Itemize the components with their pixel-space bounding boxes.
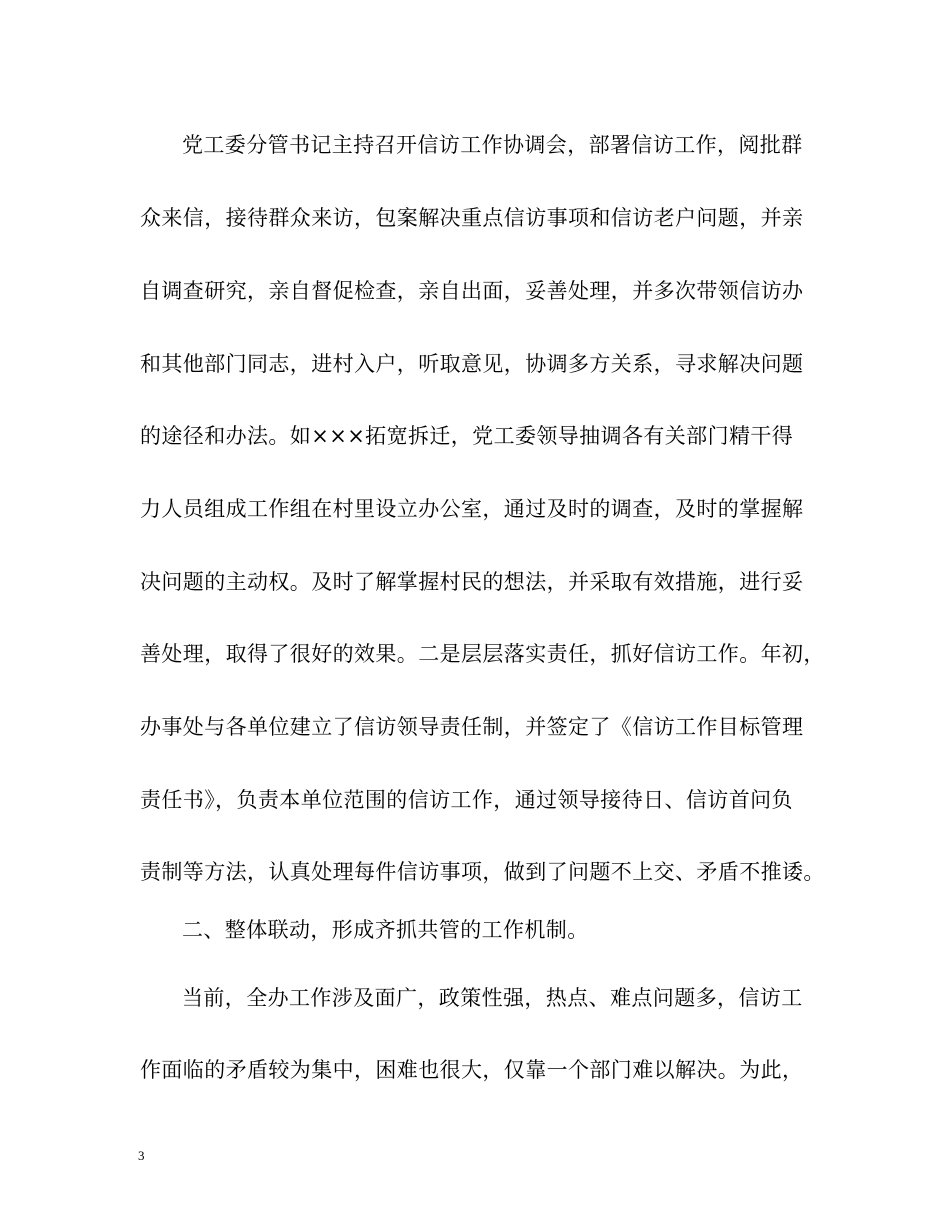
text-line: 责制等方法，认真处理每件信访事项，做到了问题不上交、矛盾不推诿。 (140, 860, 825, 884)
text-line: 当前，全办工作涉及面广，政策性强，热点、难点问题多，信访工 (182, 986, 803, 1010)
text-line: 善处理，取得了很好的效果。二是层层落实责任，抓好信访工作。年初， (140, 642, 825, 666)
page-number: 3 (138, 1148, 145, 1163)
text-line: 和其他部门同志，进村入户，听取意见，协调多方关系，寻求解决问题 (140, 352, 804, 376)
text-line: 众来信，接待群众来访，包案解决重点信访事项和信访老户问题，并亲 (140, 206, 804, 230)
section-heading: 二、整体联动，形成齐抓共管的工作机制。 (182, 918, 589, 942)
text-line: 办事处与各单位建立了信访领导责任制，并签定了《信访工作目标管理 (140, 715, 804, 739)
text-line: 党工委分管书记主持召开信访工作协调会，部署信访工作，阅批群 (182, 133, 803, 157)
text-line: 力人员组成工作组在村里设立办公室，通过及时的调查，及时的掌握解 (140, 497, 804, 521)
text-line: 决问题的主动权。及时了解掌握村民的想法，并采取有效措施，进行妥 (140, 570, 804, 594)
text-line: 作面临的矛盾较为集中，困难也很大，仅靠一个部门难以解决。为此， (140, 1058, 804, 1082)
text-line: 自调查研究，亲自督促检查，亲自出面，妥善处理，并多次带领信访办 (140, 279, 804, 303)
text-line: 的途径和办法。如×××拓宽拆迁，党工委领导抽调各有关部门精干得 (140, 424, 794, 448)
text-line: 责任书》，负责本单位范围的信访工作，通过领导接待日、信访首问负 (140, 788, 793, 812)
